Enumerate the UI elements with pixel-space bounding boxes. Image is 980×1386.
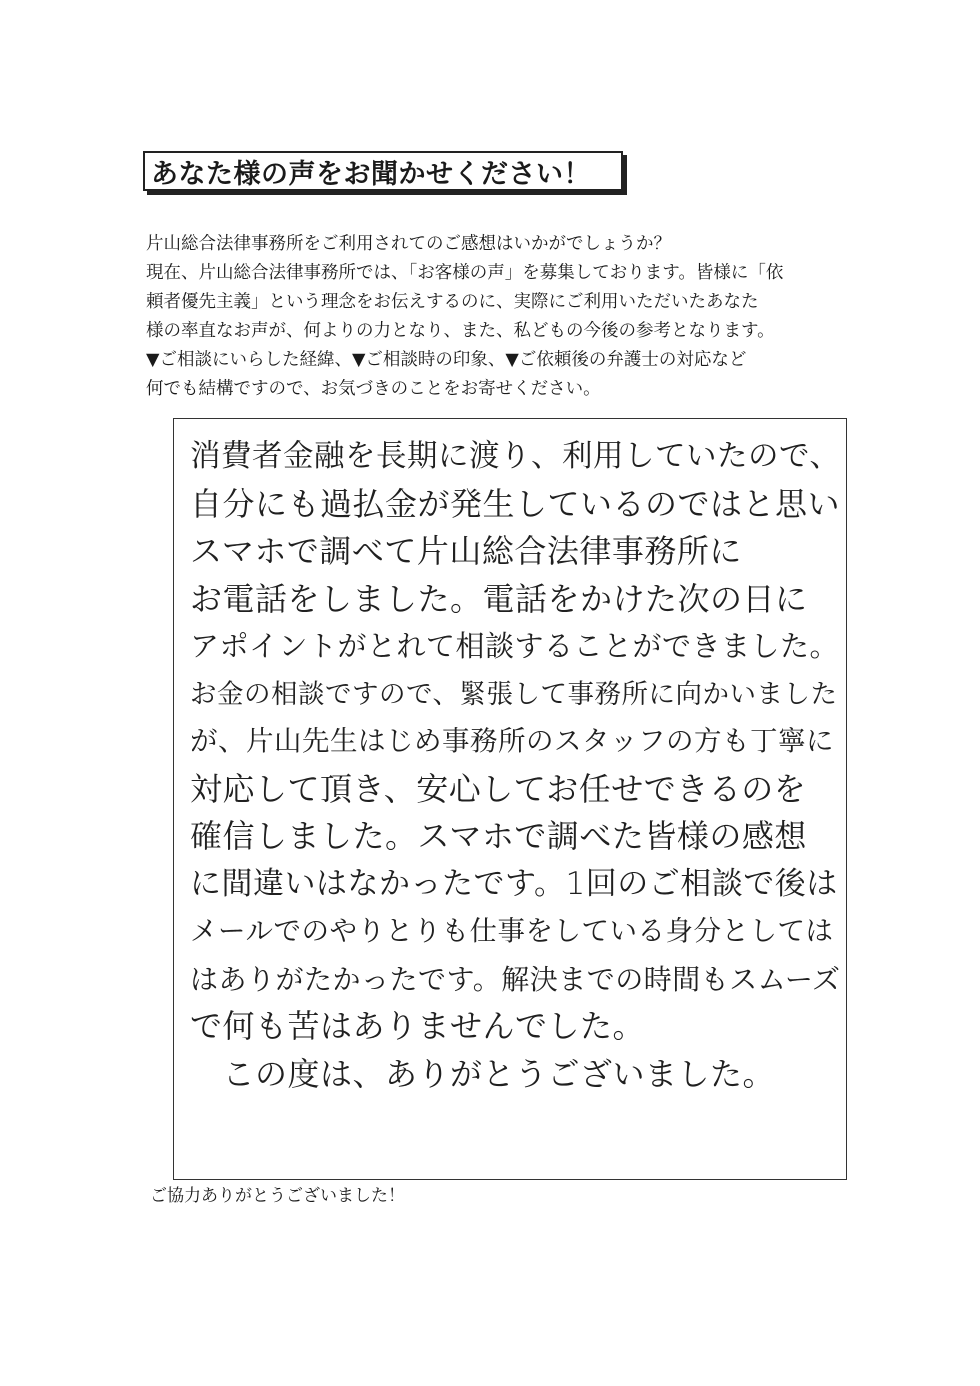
handwritten-line: メールでのやりとりも仕事をしている身分としては bbox=[190, 915, 834, 947]
handwritten-line: スマホで調べて片山総合法律事務所に bbox=[190, 532, 742, 570]
handwritten-line: お金の相談ですので、緊張して事務所に向かいました bbox=[190, 678, 838, 710]
handwritten-line: で何も苦はありませんでした。 bbox=[190, 1007, 646, 1045]
intro-line: 何でも結構ですので、お気づきのことをお寄せください。 bbox=[146, 379, 601, 399]
handwritten-line: 自分にも過払金が発生しているのではと思い bbox=[190, 484, 841, 523]
closing-thanks: ご協力ありがとうございました！ bbox=[150, 1186, 405, 1206]
handwritten-line: に間違いはなかったです。1回のご相談で後は bbox=[190, 865, 838, 902]
handwritten-line: 消費者金融を長期に渡り、利用していたので、 bbox=[190, 439, 841, 474]
handwritten-line: この度は、ありがとうございました。 bbox=[190, 1054, 776, 1093]
intro-line: 頼者優先主義」という理念をお伝えするのに、実際にご利用いただいたあなた bbox=[146, 292, 759, 312]
intro-line: ▼ご相談にいらした経緯、▼ご相談時の印象、▼ご依頼後の弁護士の対応など bbox=[146, 350, 747, 370]
handwritten-response bbox=[190, 433, 840, 1098]
form-title: あなた様の声をお聞かせください！ bbox=[151, 158, 591, 190]
handwritten-line: アポイントがとれて相談することができました。 bbox=[190, 629, 840, 663]
intro-line: 様の率直なお声が、何よりの力となり、また、私どもの今後の参考となります。 bbox=[146, 321, 775, 341]
intro-paragraph bbox=[146, 230, 866, 404]
handwritten-line: お電話をしました。電話をかけた次の日に bbox=[190, 579, 808, 618]
intro-line: 片山総合法律事務所をご利用されてのご感想はいかがでしょうか？ bbox=[146, 234, 671, 254]
intro-line: 現在、片山総合法律事務所では、「お客様の声」を募集しております。皆様に「依 bbox=[146, 263, 784, 283]
handwritten-line: 対応して頂き、安心してお任せできるのを bbox=[190, 769, 807, 808]
answer-box bbox=[173, 418, 847, 1180]
handwritten-line: が、片山先生はじめ事務所のスタッフの方も丁寧に bbox=[190, 725, 834, 757]
handwritten-line: はありがたかったです。解決までの時間もスムーズ bbox=[190, 962, 841, 996]
handwritten-line: 確信しました。スマホで調べた皆様の感想 bbox=[190, 817, 807, 855]
form-title-box bbox=[143, 151, 623, 191]
